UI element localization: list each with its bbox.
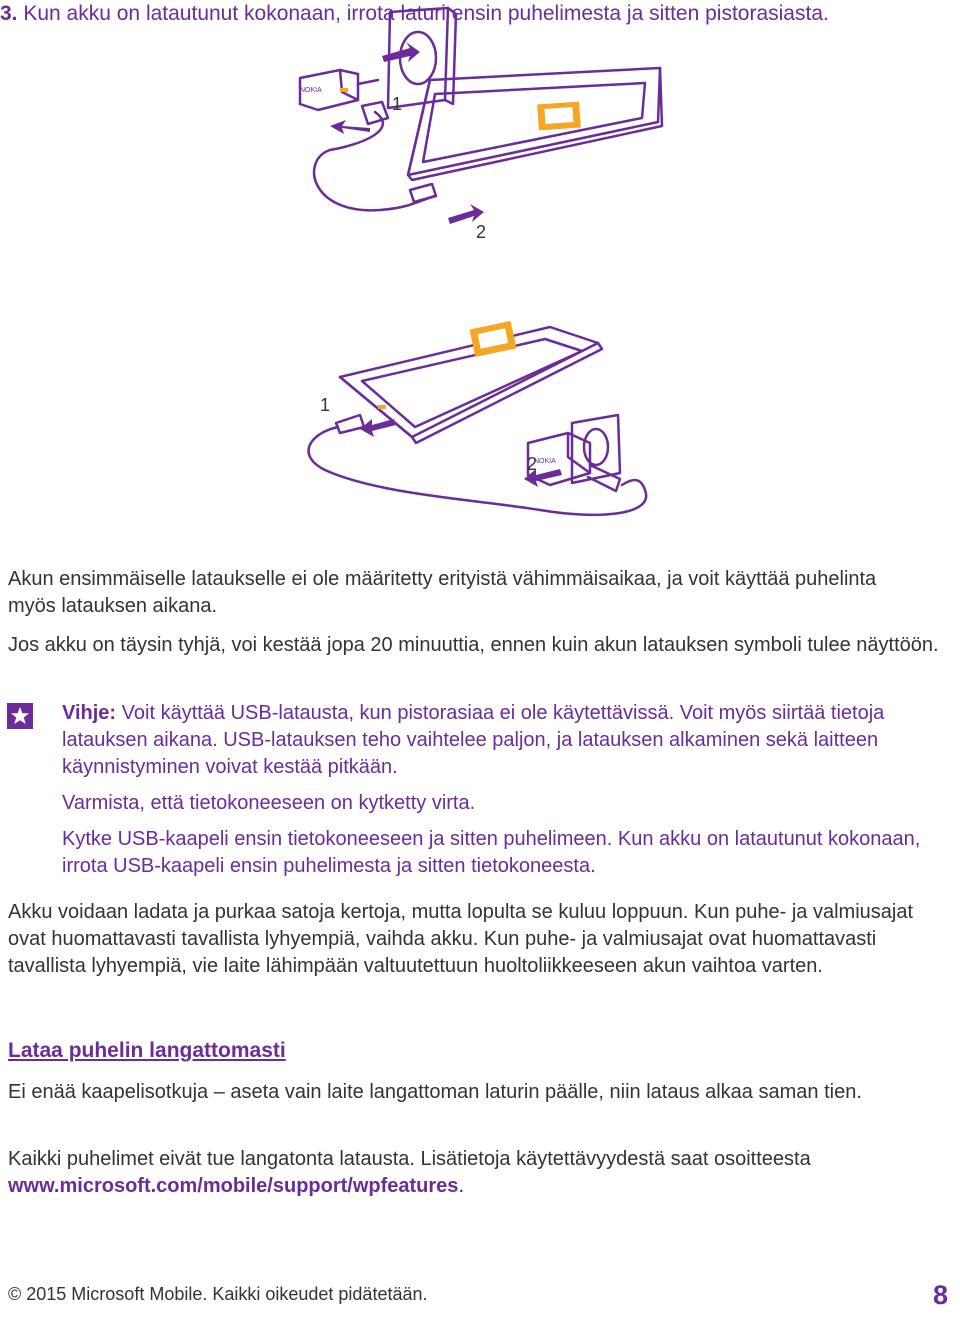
- wireless-charging-heading: Lataa puhelin langattomasti: [8, 1039, 286, 1062]
- tip-paragraph-3: Kytke USB-kaapeli ensin tietokoneeseen ja sitten puhelimeen. Kun akku on latautunut kokonaan, irrota USB-kaapeli ensin puhelimesta ja sitten tietokoneesta.: [62, 828, 921, 877]
- first-charge-paragraph: Akun ensimmäiselle lataukselle ei ole määritetty erityistä vähimmäisaikaa, ja voit käyttää puhelinta myös latauksen aikana.: [8, 568, 877, 617]
- wireless-support-text: Kaikki puhelimet eivät tue langatonta latausta. Lisätietoja käytettävyydestä saat osoitteesta: [8, 1148, 811, 1170]
- step-label-1: 1: [392, 94, 403, 114]
- star-icon: [7, 703, 33, 729]
- tip-text: Voit käyttää USB-latausta, kun pistorasiaa ei ole käytettävissä. Voit myös siirtää tietoja latauksen aikana. USB-latauksen teho vaihtelee paljon, ja latauksen alkaminen sekä laitteen käynnistyminen voivat kestää pitkään.: [62, 702, 885, 778]
- tip-label: Vihje:: [62, 702, 117, 724]
- sentence-end: .: [458, 1175, 464, 1197]
- support-link[interactable]: www.microsoft.com/mobile/support/wpfeatures: [8, 1175, 459, 1197]
- step-text: Kun akku on latautunut kokonaan, irrota laturi ensin puhelimesta ja sitten pistorasiasta.: [23, 2, 829, 25]
- empty-battery-paragraph: Jos akku on täysin tyhjä, voi kestää jopa 20 minuuttia, ennen kuin akun latauksen symboli tulee näyttöön.: [8, 634, 939, 656]
- step-number: 3.: [0, 2, 18, 25]
- tip-box: [62, 700, 946, 889]
- tip-paragraph-1: [62, 700, 946, 781]
- charger-brand-text: NOKIA: [300, 87, 322, 94]
- wireless-paragraph-1: Ei enää kaapelisotkuja – aseta vain laite langattoman laturin päälle, niin lataus alkaa saman tien.: [8, 1081, 862, 1103]
- page-number: 8: [932, 1280, 948, 1310]
- charging-disconnect-illustration: [300, 315, 660, 545]
- tip-paragraph-2: Varmista, että tietokoneeseen on kytketty virta.: [62, 792, 476, 814]
- step-label-2: 2: [527, 454, 538, 474]
- charging-connect-illustration: [270, 0, 670, 245]
- step-label-1: 1: [320, 395, 331, 415]
- wireless-paragraph-2: [8, 1146, 943, 1200]
- step-label-2: 2: [476, 222, 487, 242]
- copyright-footer: © 2015 Microsoft Mobile. Kaikki oikeudet pidätetään.: [8, 1284, 428, 1304]
- charger-brand-text: NOKIA: [534, 458, 556, 465]
- battery-lifetime-paragraph: Akku voidaan ladata ja purkaa satoja kertoja, mutta lopulta se kuluu loppuun. Kun puhe- ja valmiusajat ovat huomattavasti tavallista lyhyempiä, vaihda akku. Kun puhe- ja valmiusajat ovat huomattavasti tavallista lyhyempiä, vie laite lähimpään valtuutettuun huoltoliikkeeseen akun vaihtoa varten.: [8, 901, 914, 977]
